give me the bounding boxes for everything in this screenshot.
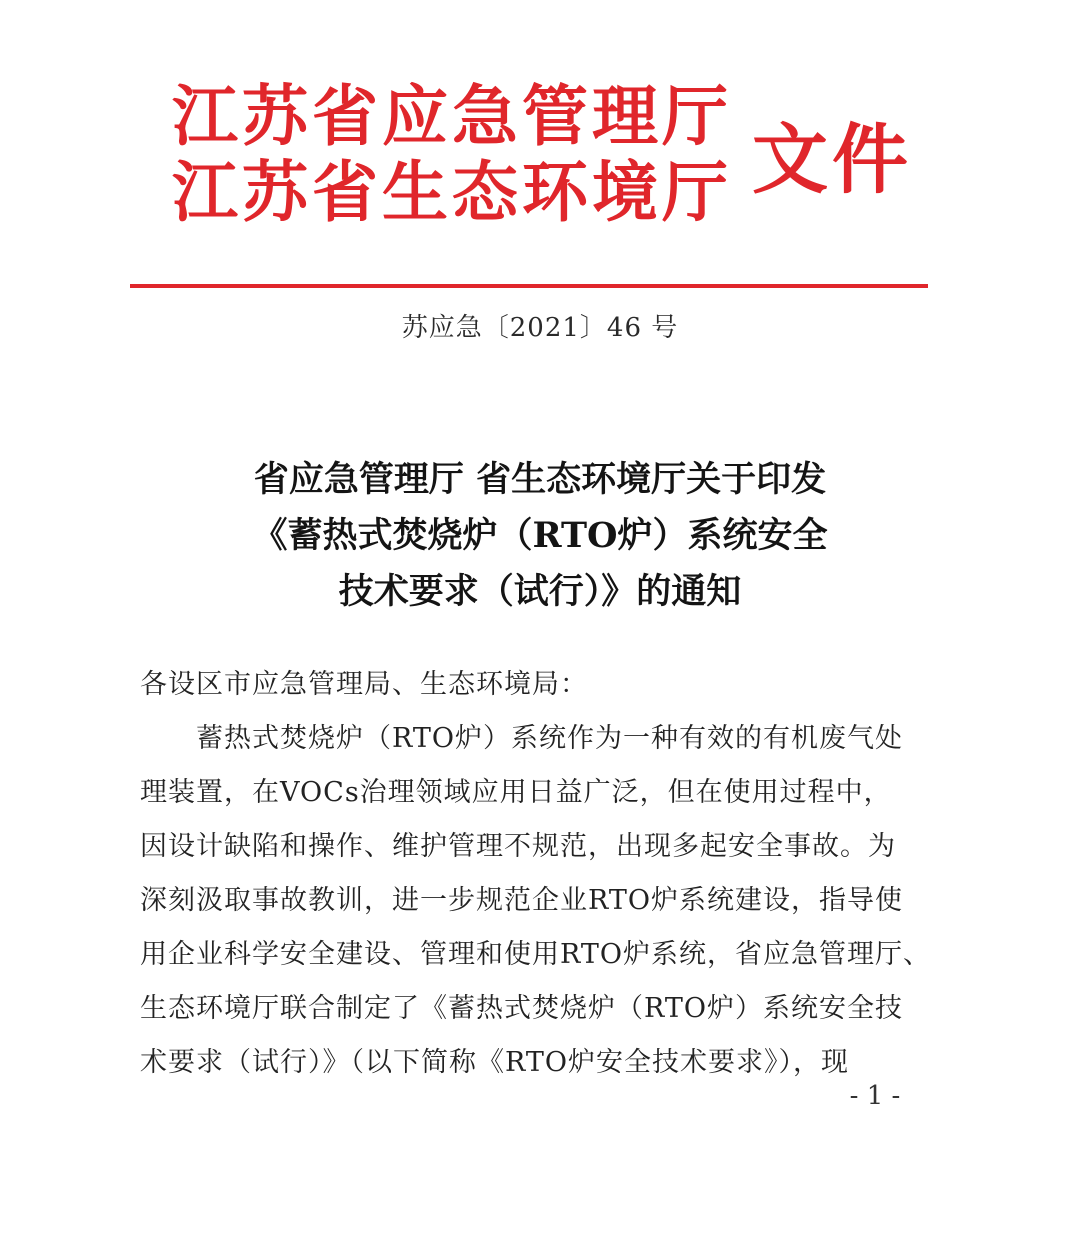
issuer-ecology-environment: 江苏省生态环境厅 <box>172 153 732 231</box>
document-number: 苏应急〔2021〕46 号 <box>401 313 679 343</box>
title-line: 省应急管理厅 省生态环境厅关于印发 <box>253 459 827 500</box>
paragraph-line: 因设计缺陷和操作、维护管理不规范，出现多起安全事故。为 <box>140 831 896 862</box>
title-line: 技术要求（试行）》的通知 <box>338 571 742 612</box>
paragraph-line: 蓄热式焚烧炉（RTO炉）系统作为一种有效的有机废气处 <box>140 723 903 754</box>
page-number: - 1 - <box>849 1081 901 1111</box>
salutation: 各设区市应急管理局、生态环境局： <box>140 669 588 700</box>
issuing-agencies <box>172 78 752 230</box>
document-title <box>0 452 1080 620</box>
paragraph-line: 生态环境厅联合制定了《蓄热式焚烧炉（RTO炉）系统安全技 <box>140 993 903 1024</box>
title-line: 《蓄热式焚烧炉（RTO炉）系统安全 <box>252 515 828 556</box>
document-body <box>140 658 931 1090</box>
document-type-label: 文件 <box>752 115 912 204</box>
issuer-emergency-management: 江苏省应急管理厅 <box>172 77 732 155</box>
paragraph-line: 深刻汲取事故教训，进一步规范企业RTO炉系统建设，指导使 <box>140 885 903 916</box>
paragraph-line: 理装置，在VOCs治理领域应用日益广泛，但在使用过程中， <box>140 777 892 808</box>
paragraph-line: 术要求（试行）》（以下简称《RTO炉安全技术要求》），现 <box>140 1047 849 1078</box>
red-divider-line <box>130 284 928 288</box>
paragraph-line: 用企业科学安全建设、管理和使用RTO炉系统，省应急管理厅、 <box>140 939 931 970</box>
